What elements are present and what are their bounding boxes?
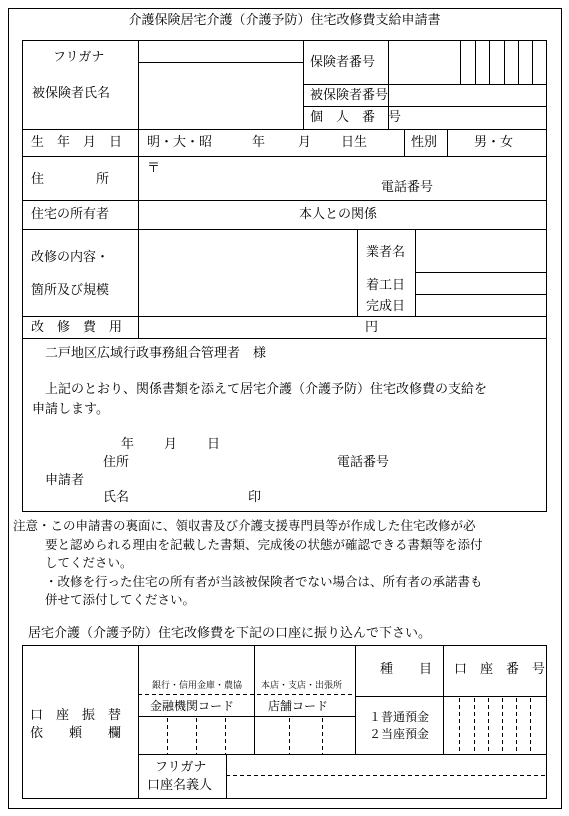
account-holder-label: 口座名義人 (147, 778, 213, 793)
note-line5: 併せて添付してください。 (45, 592, 196, 607)
branch-code-label: 店舗コード (268, 699, 329, 713)
renovation-label-line1: 改修の内容・ (31, 250, 110, 265)
seal-mark: 印 (248, 490, 262, 505)
note-line1: 注意・この申請書の裏面に、領収書及び介護支援専門員等が作成した住宅改修が必 (13, 518, 476, 533)
transfer-label-line1: 口 座 振 替 (30, 708, 122, 723)
note-line4: ・改修を行った住宅の所有者が当該被保険者でない場合は、所有者の承諾書も (45, 574, 483, 589)
relation-label: 本人との関係 (299, 207, 378, 222)
start-date-field[interactable] (416, 273, 546, 294)
account-number-field[interactable] (444, 697, 546, 754)
insured-number-field[interactable] (389, 85, 546, 106)
address-phone-label: 電話番号 (381, 180, 434, 195)
address-label: 住 所 (31, 172, 110, 187)
sex-label: 性別 (411, 135, 438, 150)
birth-year-unit: 年 (252, 135, 266, 150)
declaration-line2: 申請します。 (32, 402, 109, 417)
applicant-phone-label: 電話番号 (337, 455, 390, 470)
applicant-label: 申請者 (45, 473, 85, 488)
insured-name-label: 被保険者氏名 (32, 86, 111, 101)
completion-date-label: 完成日 (366, 299, 406, 314)
owner-field[interactable] (139, 201, 289, 229)
applicant-address-label: 住所 (103, 455, 130, 470)
account-type-label: 種 目 (380, 662, 433, 677)
application-day-unit: 日 (207, 437, 221, 452)
renovation-detail-field[interactable] (139, 230, 357, 316)
completion-date-field[interactable] (416, 295, 546, 316)
form-title: 介護保険居宅介護（介護予防）住宅改修費支給申請書 (128, 13, 441, 28)
start-date-label: 着工日 (366, 278, 406, 293)
ordinary-deposit-option[interactable]: １普通預金 (369, 710, 430, 724)
declaration-line1: 上記のとおり、関係書類を添えて居宅介護（介護予防）住宅改修費の支給を (45, 382, 488, 397)
furigana-label: フリガナ (53, 50, 105, 65)
branch-code-field[interactable] (255, 717, 355, 754)
sex-options[interactable]: 男・女 (474, 135, 514, 150)
furigana-field[interactable] (139, 41, 303, 62)
note-line2: 要と認められる理由を記載した書類、完成後の状態が確認できる書類等を添付 (45, 537, 483, 552)
contractor-field[interactable] (416, 230, 546, 272)
renovation-label-line2: 箇所及び規模 (31, 283, 110, 298)
bank-types: 銀行・信用金庫・農協 (152, 681, 243, 691)
addressee: 二戸地区広域行政事務組合管理者 様 (45, 346, 267, 361)
account-number-label: 口 座 番 号 (454, 662, 546, 677)
birth-date-label: 生 年 月 日 (31, 135, 123, 150)
contractor-label: 業者名 (366, 245, 406, 260)
holder-furigana-label: フリガナ (155, 760, 207, 775)
branch-types: 本店・支店・出張所 (261, 681, 343, 691)
transfer-instruction: 居宅介護（介護予防）住宅改修費を下記の口座に振り込んで下さい。 (28, 626, 432, 641)
cost-label: 改 修 費 用 (31, 320, 123, 335)
cost-unit: 円 (365, 320, 379, 335)
era-options[interactable]: 明・大・昭 (147, 135, 213, 150)
application-year-unit: 年 (121, 437, 135, 452)
insurer-number-label: 保険者番号 (310, 55, 376, 70)
applicant-name-label: 氏名 (103, 490, 130, 505)
birth-month-unit: 月 (298, 135, 312, 150)
application-month-unit: 月 (164, 437, 178, 452)
insurer-number-field[interactable] (389, 41, 546, 84)
personal-number-label: 個 人 番 号 (310, 110, 402, 125)
account-holder-field[interactable] (227, 776, 546, 798)
bank-code-label: 金融機関コード (150, 699, 235, 713)
insured-number-label: 被保険者番号 (310, 88, 389, 103)
holder-furigana-field[interactable] (227, 755, 546, 775)
birth-day-unit: 日生 (341, 135, 368, 150)
postal-mark: 〒 (147, 161, 161, 176)
note-line3: してください。 (45, 555, 133, 570)
personal-number-field[interactable] (389, 107, 546, 129)
current-deposit-option[interactable]: ２当座預金 (369, 727, 430, 741)
insured-name-field[interactable] (139, 63, 303, 129)
transfer-label-line2: 依 頼 欄 (30, 726, 122, 741)
owner-label: 住宅の所有者 (31, 207, 110, 222)
address-field[interactable] (139, 157, 546, 200)
cost-field[interactable] (139, 317, 364, 338)
bank-code-field[interactable] (139, 717, 254, 754)
